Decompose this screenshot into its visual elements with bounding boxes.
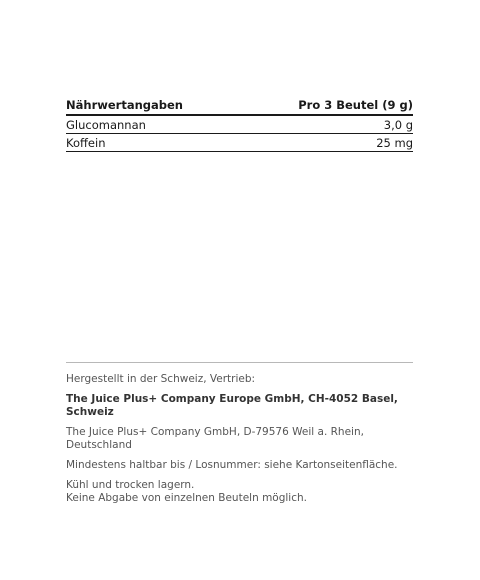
nutrition-table xyxy=(66,96,413,152)
nutrition-row-koffein xyxy=(66,134,413,152)
storage-text: Kühl und trocken lagern. xyxy=(66,479,195,491)
manufacturer-info xyxy=(66,362,413,505)
nutrition-header-row xyxy=(66,96,413,116)
distributor-de: The Juice Plus+ Company GmbH, D-79576 Weil a. Rhein, Deutschland xyxy=(66,426,364,451)
nutrient-name: Glucomannan xyxy=(66,118,146,132)
no-single-sale-text: Keine Abgabe von einzelnen Beuteln möglich. xyxy=(66,492,307,504)
nutrient-value: 3,0 g xyxy=(383,118,413,132)
nutrition-header-label: Nährwertangaben xyxy=(66,98,183,112)
nutrient-name: Koffein xyxy=(66,136,106,150)
made-in-text: Hergestellt in der Schweiz, Vertrieb: xyxy=(66,373,256,385)
nutrient-value: 25 mg xyxy=(376,136,413,150)
best-before-text: Mindestens haltbar bis / Losnummer: siehe Kartonseitenfläche. xyxy=(66,459,398,471)
nutrition-header-serving: Pro 3 Beutel (9 g) xyxy=(298,98,413,112)
distributor-ch: The Juice Plus+ Company Europe GmbH, CH-4052 Basel, Schweiz xyxy=(66,393,398,418)
nutrition-row-glucomannan xyxy=(66,116,413,134)
